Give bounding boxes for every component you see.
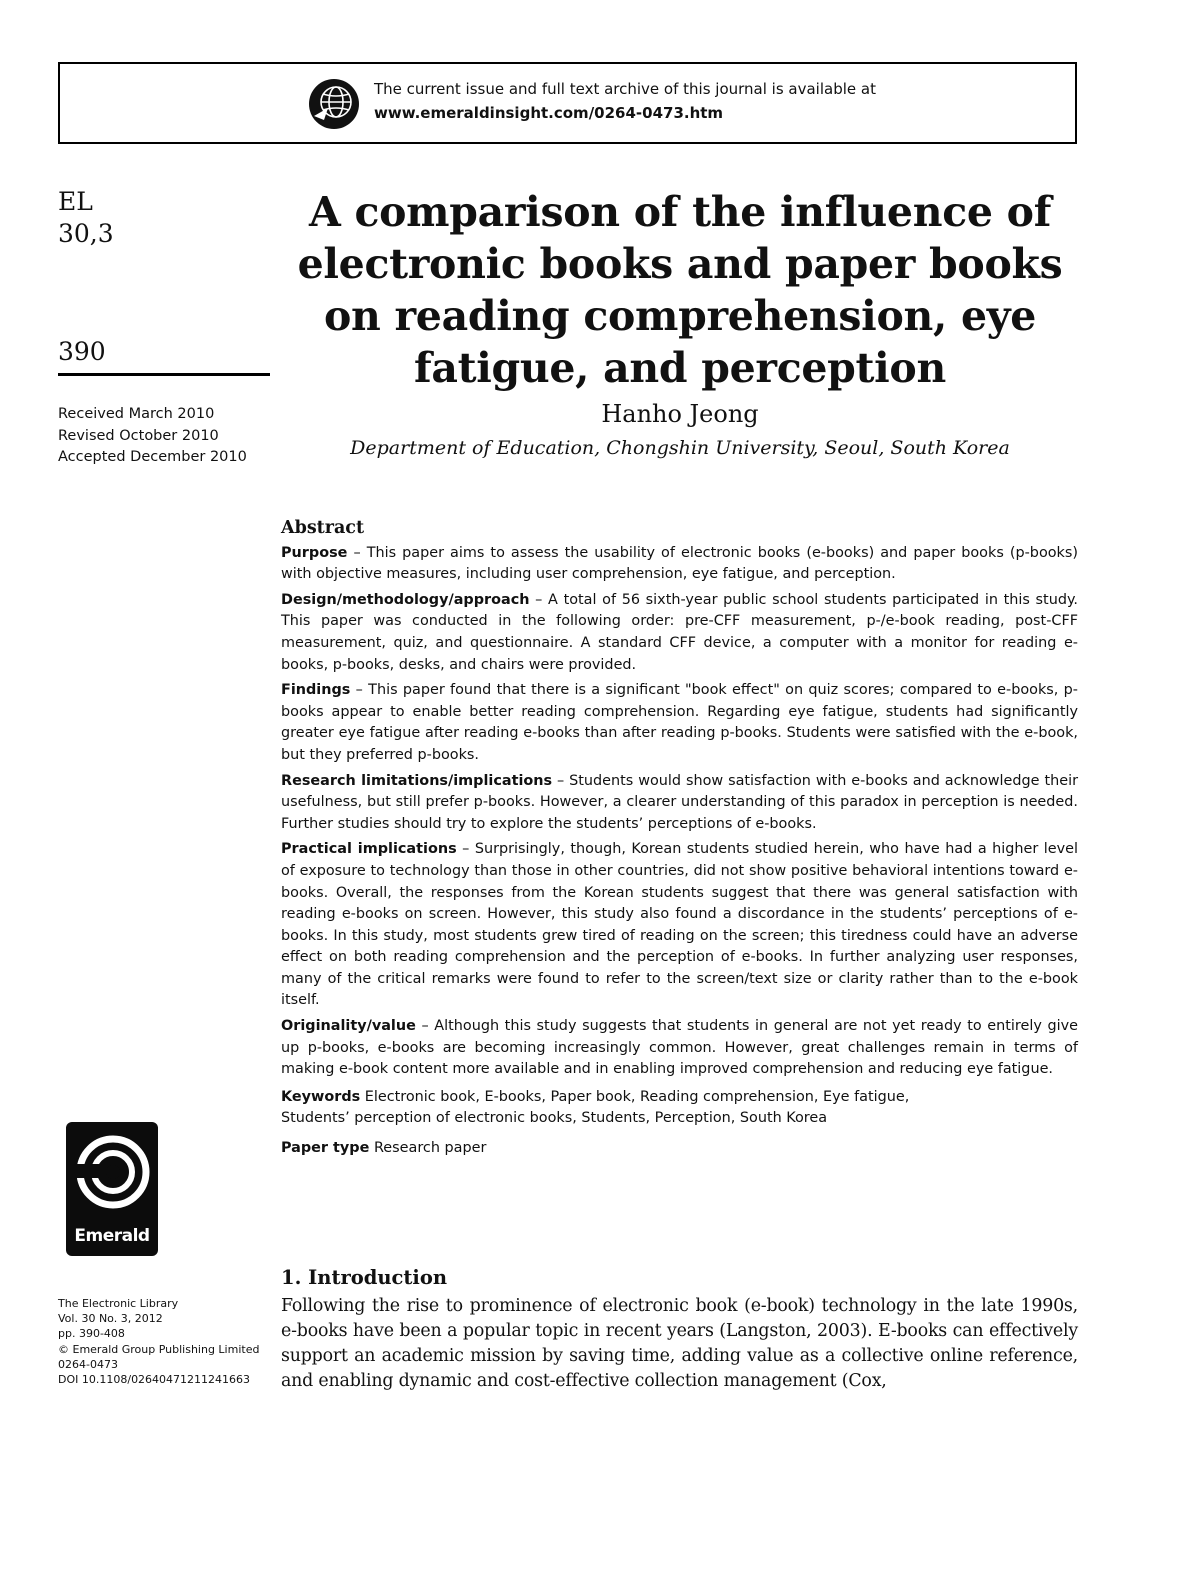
revised-date: Revised October 2010 [58,427,219,444]
section-text: – Surprisingly, though, Korean students studied herein, who have had a higher level of exposure to technology than those in other countries, did not show positive behavioral intentions toward e-books. Overall, the responses from the Korean students suggest that there was general satisfaction with reading e-books on screen. However, this study also found a discordance in the students’ perceptions of e-books. In this study, most students grew tired of reading on the screen; this tiredness could have an adverse effect on both reading comprehension and the perception of e-books. In further analyzing user responses, many of the critical remarks were found to refer to the screen/text size or clarity rather than to the e-book itself. [281,841,1078,1009]
globe-icon [308,78,360,130]
doi: DOI 10.1108/02640471211241663 [58,1373,251,1387]
availability-notice: The current issue and full text archive of this journal is available at [374,80,876,98]
volume-info: Vol. 30 No. 3, 2012 [58,1312,163,1326]
journal-availability-box [58,62,1077,144]
journal-url[interactable]: www.emeraldinsight.com/0264-0473.htm [374,104,724,122]
emerald-swirl-icon [66,1126,158,1226]
section-label: Findings [281,682,351,699]
copyright: © Emerald Group Publishing Limited [58,1342,260,1356]
abstract-limitations [281,771,1078,836]
keywords-label: Keywords [281,1088,361,1105]
section-label: Research limitations/implications [281,772,553,789]
page-number-rule [58,373,270,376]
paper-type-label: Paper type [281,1140,370,1157]
paper-type [281,1138,1078,1160]
introduction-heading: 1. Introduction [281,1266,448,1289]
title-line: on reading comprehension, eye [323,292,1037,340]
abstract [281,518,1078,1164]
article-title [276,186,1084,394]
section-label: Originality/value [281,1018,416,1035]
emerald-logo-label: Emerald [74,1226,150,1246]
page-range: pp. 390-408 [58,1327,125,1341]
title-line: A comparison of the influence of [308,188,1052,236]
journal-code [58,186,178,250]
paper-type-value: Research paper [369,1140,487,1157]
abstract-heading: Abstract [281,518,365,538]
abstract-findings [281,680,1078,766]
page-number: 390 [58,337,106,366]
section-text: – Students would show satisfaction with e-books and acknowledge their usefulness, but still prefer p-books. However, a clearer understanding of this paradox in perception is needed. Further studies should try to explore the students’ perceptions of e-books. [281,772,1078,832]
section-label: Purpose [281,544,348,561]
abstract-practical [281,839,1078,1012]
introduction-body: Following the rise to prominence of electronic book (e-book) technology in the late 1990s, e-books have been a popular topic in recent years (Langston, 2003). E-books can effectively support an academic mission by saving time, adding value as a collective online reference, and enabling dynamic and cost-effective collection management (Cox, [281,1296,1078,1391]
title-line: fatigue, and perception [414,344,946,392]
issn: 0264-0473 [58,1357,118,1371]
author-name: Hanho Jeong [601,400,759,428]
abstract-originality [281,1016,1078,1081]
accepted-date: Accepted December 2010 [58,449,247,465]
journal-abbrev: EL [58,187,93,216]
citation-block [58,1296,273,1387]
section-label: Practical implications [281,841,457,858]
section-text: – This paper found that there is a significant "book effect" on quiz scores; compared to e-books, p-books appear to enable better reading comprehension. Regarding eye fatigue, students had significantly greater eye fatigue after reading e-books than after reading p-books. Students were satisfied with the e-book, but they preferred p-books. [281,682,1078,763]
keywords-line2: Students’ perception of electronic books, Students, Perception, South Korea [281,1110,828,1127]
abstract-purpose [281,543,1078,586]
journal-name: The Electronic Library [58,1297,179,1310]
volume-issue: 30,3 [58,219,114,248]
keywords-line1: Electronic book, E-books, Paper book, Reading comprehension, Eye fatigue, [360,1088,910,1105]
author-affiliation: Department of Education, Chongshin University, Seoul, South Korea [350,437,1010,459]
keywords [281,1087,1078,1130]
section-text: – This paper aims to assess the usability of electronic books (e-books) and paper books (p-books) with objective measures, including user comprehension, eye fatigue, and perception. [281,544,1078,583]
article-history [58,404,273,469]
section-label: Design/methodology/approach [281,591,530,608]
received-date: Received March 2010 [58,406,215,422]
title-line: electronic books and paper books [297,240,1063,288]
section-text: – A total of 56 sixth-year public school students participated in this study. This paper was conducted in the following order: pre-CFF measurement, p-/e-book reading, post-CFF measurement, quiz, and questionnaire. A standard CFF device, a computer with a monitor for reading e-books, p-books, desks, and chairs were provided. [281,591,1078,673]
emerald-logo [66,1122,158,1256]
abstract-design [281,590,1078,676]
section-text: – Although this study suggests that students in general are not yet ready to entirely give up p-books, e-books are becoming increasingly common. However, great challenges remain in terms of making e-book content more available and in enabling improved comprehension and reducing eye fatigue. [281,1018,1078,1078]
